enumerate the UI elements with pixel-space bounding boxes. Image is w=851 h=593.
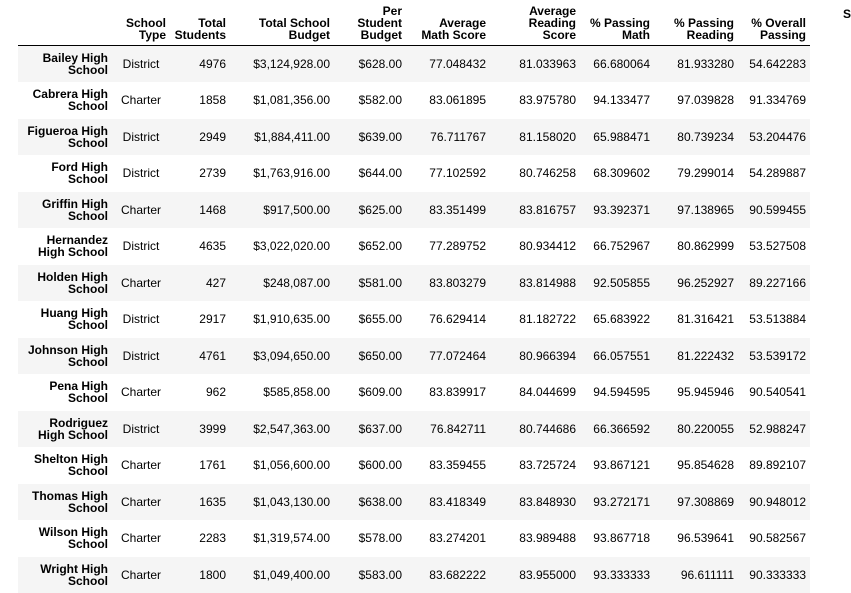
row-index-school-name: Holden High School xyxy=(18,265,112,302)
cell-per-student: $583.00 xyxy=(334,557,406,593)
cell-per-student: $637.00 xyxy=(334,411,406,448)
cell-type: District xyxy=(112,411,170,448)
cell-pass-math: 93.333333 xyxy=(580,557,654,593)
cell-pass-reading: 96.611111 xyxy=(654,557,738,593)
cell-avg-reading: 83.989488 xyxy=(490,520,580,557)
cell-pass-reading: 97.138965 xyxy=(654,192,738,229)
row-index-school-name: Figueroa High School xyxy=(18,119,112,156)
cell-pass-reading: 95.854628 xyxy=(654,447,738,484)
table-row xyxy=(18,301,810,338)
cell-per-student: $639.00 xyxy=(334,119,406,156)
cell-students: 962 xyxy=(170,374,230,411)
cell-students: 4635 xyxy=(170,228,230,265)
cell-students: 1800 xyxy=(170,557,230,593)
header-row xyxy=(18,5,810,46)
cell-avg-reading: 81.182722 xyxy=(490,301,580,338)
cell-pass-reading: 96.539641 xyxy=(654,520,738,557)
cell-overall: 90.333333 xyxy=(738,557,810,593)
cell-type: Charter xyxy=(112,557,170,593)
cell-pass-reading: 97.039828 xyxy=(654,82,738,119)
cell-students: 4976 xyxy=(170,46,230,83)
cell-budget: $2,547,363.00 xyxy=(230,411,334,448)
table-row xyxy=(18,82,810,119)
cell-avg-math: 83.359455 xyxy=(406,447,490,484)
table-row xyxy=(18,411,810,448)
table-row xyxy=(18,265,810,302)
cell-avg-reading: 80.966394 xyxy=(490,338,580,375)
cell-avg-math: 83.418349 xyxy=(406,484,490,521)
cell-type: Charter xyxy=(112,520,170,557)
cell-avg-reading: 83.848930 xyxy=(490,484,580,521)
cell-budget: $248,087.00 xyxy=(230,265,334,302)
cell-overall: 89.227166 xyxy=(738,265,810,302)
cell-overall: 90.948012 xyxy=(738,484,810,521)
table-row xyxy=(18,228,810,265)
cell-type: Charter xyxy=(112,447,170,484)
cell-students: 4761 xyxy=(170,338,230,375)
cell-pass-math: 65.683922 xyxy=(580,301,654,338)
row-index-school-name: Johnson High School xyxy=(18,338,112,375)
row-index-school-name: Cabrera High School xyxy=(18,82,112,119)
cell-type: Charter xyxy=(112,192,170,229)
cell-overall: 54.289887 xyxy=(738,155,810,192)
cell-overall: 90.540541 xyxy=(738,374,810,411)
cell-type: District xyxy=(112,119,170,156)
row-index-school-name: Wilson High School xyxy=(18,520,112,557)
row-index-school-name: Wright High School xyxy=(18,557,112,593)
cell-avg-reading: 83.816757 xyxy=(490,192,580,229)
cell-students: 3999 xyxy=(170,411,230,448)
cell-per-student: $582.00 xyxy=(334,82,406,119)
table-row xyxy=(18,374,810,411)
col-header-total-budget: Total School Budget xyxy=(230,5,334,46)
row-index-school-name: Pena High School xyxy=(18,374,112,411)
row-index-school-name: Huang High School xyxy=(18,301,112,338)
cell-budget: $1,910,635.00 xyxy=(230,301,334,338)
cell-pass-math: 94.133477 xyxy=(580,82,654,119)
cell-budget: $1,043,130.00 xyxy=(230,484,334,521)
cell-pass-reading: 95.945946 xyxy=(654,374,738,411)
cell-students: 1858 xyxy=(170,82,230,119)
cell-overall: 53.527508 xyxy=(738,228,810,265)
cell-students: 2917 xyxy=(170,301,230,338)
cell-students: 1761 xyxy=(170,447,230,484)
cut-off-column-header: S xyxy=(843,7,851,21)
cell-per-student: $600.00 xyxy=(334,447,406,484)
school-summary-table xyxy=(18,5,810,593)
cell-pass-reading: 79.299014 xyxy=(654,155,738,192)
cell-pass-reading: 97.308869 xyxy=(654,484,738,521)
cell-pass-reading: 80.862999 xyxy=(654,228,738,265)
cell-students: 2283 xyxy=(170,520,230,557)
cell-per-student: $581.00 xyxy=(334,265,406,302)
table-row xyxy=(18,155,810,192)
cell-overall: 53.539172 xyxy=(738,338,810,375)
table-row xyxy=(18,46,810,83)
cell-avg-math: 77.102592 xyxy=(406,155,490,192)
cell-pass-math: 66.366592 xyxy=(580,411,654,448)
cell-budget: $585,858.00 xyxy=(230,374,334,411)
row-index-school-name: Hernandez High School xyxy=(18,228,112,265)
cell-budget: $1,319,574.00 xyxy=(230,520,334,557)
cell-pass-math: 93.867718 xyxy=(580,520,654,557)
col-header-avg-math: Average Math Score xyxy=(406,5,490,46)
row-index-school-name: Griffin High School xyxy=(18,192,112,229)
cell-students: 2739 xyxy=(170,155,230,192)
cell-per-student: $655.00 xyxy=(334,301,406,338)
table-row xyxy=(18,119,810,156)
cell-budget: $1,763,916.00 xyxy=(230,155,334,192)
cell-avg-reading: 81.033963 xyxy=(490,46,580,83)
cell-type: District xyxy=(112,338,170,375)
cell-pass-math: 66.057551 xyxy=(580,338,654,375)
cell-students: 1468 xyxy=(170,192,230,229)
col-header-pass-math: % Passing Math xyxy=(580,5,654,46)
cell-type: Charter xyxy=(112,265,170,302)
cell-pass-math: 66.680064 xyxy=(580,46,654,83)
cell-budget: $1,049,400.00 xyxy=(230,557,334,593)
cell-pass-reading: 80.220055 xyxy=(654,411,738,448)
cell-avg-reading: 84.044699 xyxy=(490,374,580,411)
cell-students: 1635 xyxy=(170,484,230,521)
table-row xyxy=(18,520,810,557)
cell-avg-math: 76.629414 xyxy=(406,301,490,338)
cell-per-student: $609.00 xyxy=(334,374,406,411)
cell-per-student: $652.00 xyxy=(334,228,406,265)
cell-avg-reading: 83.725724 xyxy=(490,447,580,484)
cell-per-student: $650.00 xyxy=(334,338,406,375)
cell-pass-reading: 80.739234 xyxy=(654,119,738,156)
table-row xyxy=(18,192,810,229)
cell-overall: 53.204476 xyxy=(738,119,810,156)
cell-type: District xyxy=(112,301,170,338)
cell-overall: 91.334769 xyxy=(738,82,810,119)
row-index-school-name: Bailey High School xyxy=(18,46,112,83)
cell-per-student: $638.00 xyxy=(334,484,406,521)
cell-avg-reading: 80.746258 xyxy=(490,155,580,192)
cell-pass-math: 68.309602 xyxy=(580,155,654,192)
cell-type: Charter xyxy=(112,484,170,521)
table-row xyxy=(18,557,810,593)
cell-budget: $3,022,020.00 xyxy=(230,228,334,265)
cell-budget: $3,094,650.00 xyxy=(230,338,334,375)
cell-avg-math: 77.072464 xyxy=(406,338,490,375)
cell-budget: $1,884,411.00 xyxy=(230,119,334,156)
cell-avg-math: 76.711767 xyxy=(406,119,490,156)
col-header-pass-reading: % Passing Reading xyxy=(654,5,738,46)
cell-overall: 90.582567 xyxy=(738,520,810,557)
cell-avg-math: 83.682222 xyxy=(406,557,490,593)
table-row xyxy=(18,338,810,375)
cell-avg-math: 77.289752 xyxy=(406,228,490,265)
cell-avg-math: 76.842711 xyxy=(406,411,490,448)
cell-overall: 90.599455 xyxy=(738,192,810,229)
cell-budget: $3,124,928.00 xyxy=(230,46,334,83)
cell-budget: $917,500.00 xyxy=(230,192,334,229)
cell-type: District xyxy=(112,155,170,192)
cell-type: District xyxy=(112,228,170,265)
col-header-overall: % Overall Passing xyxy=(738,5,810,46)
cell-pass-math: 65.988471 xyxy=(580,119,654,156)
cell-pass-math: 66.752967 xyxy=(580,228,654,265)
cell-pass-math: 93.272171 xyxy=(580,484,654,521)
index-header xyxy=(18,5,112,46)
table-row xyxy=(18,484,810,521)
cell-pass-math: 92.505855 xyxy=(580,265,654,302)
cell-overall: 89.892107 xyxy=(738,447,810,484)
cell-avg-reading: 83.955000 xyxy=(490,557,580,593)
cell-avg-math: 83.839917 xyxy=(406,374,490,411)
cell-pass-math: 93.867121 xyxy=(580,447,654,484)
cell-per-student: $644.00 xyxy=(334,155,406,192)
row-index-school-name: Ford High School xyxy=(18,155,112,192)
cell-type: Charter xyxy=(112,374,170,411)
col-header-school-type: School Type xyxy=(112,5,170,46)
cell-budget: $1,081,356.00 xyxy=(230,82,334,119)
cell-pass-reading: 81.316421 xyxy=(654,301,738,338)
col-header-total-students: Total Students xyxy=(170,5,230,46)
cell-type: Charter xyxy=(112,82,170,119)
cell-per-student: $578.00 xyxy=(334,520,406,557)
row-index-school-name: Shelton High School xyxy=(18,447,112,484)
col-header-per-student: Per Student Budget xyxy=(334,5,406,46)
cell-avg-math: 83.274201 xyxy=(406,520,490,557)
cell-avg-math: 83.351499 xyxy=(406,192,490,229)
cell-avg-reading: 83.975780 xyxy=(490,82,580,119)
cell-avg-reading: 83.814988 xyxy=(490,265,580,302)
cell-overall: 54.642283 xyxy=(738,46,810,83)
cell-overall: 52.988247 xyxy=(738,411,810,448)
cell-avg-math: 83.803279 xyxy=(406,265,490,302)
cell-per-student: $625.00 xyxy=(334,192,406,229)
table-row xyxy=(18,447,810,484)
cell-students: 2949 xyxy=(170,119,230,156)
cell-pass-math: 93.392371 xyxy=(580,192,654,229)
cell-avg-math: 77.048432 xyxy=(406,46,490,83)
cell-avg-reading: 80.744686 xyxy=(490,411,580,448)
cell-pass-reading: 96.252927 xyxy=(654,265,738,302)
cell-per-student: $628.00 xyxy=(334,46,406,83)
row-index-school-name: Rodriguez High School xyxy=(18,411,112,448)
cell-type: District xyxy=(112,46,170,83)
cell-budget: $1,056,600.00 xyxy=(230,447,334,484)
row-index-school-name: Thomas High School xyxy=(18,484,112,521)
cell-pass-reading: 81.222432 xyxy=(654,338,738,375)
cell-avg-reading: 81.158020 xyxy=(490,119,580,156)
cell-pass-math: 94.594595 xyxy=(580,374,654,411)
col-header-avg-reading: Average Reading Score xyxy=(490,5,580,46)
cell-pass-reading: 81.933280 xyxy=(654,46,738,83)
cell-avg-math: 83.061895 xyxy=(406,82,490,119)
cell-students: 427 xyxy=(170,265,230,302)
cell-avg-reading: 80.934412 xyxy=(490,228,580,265)
cell-overall: 53.513884 xyxy=(738,301,810,338)
